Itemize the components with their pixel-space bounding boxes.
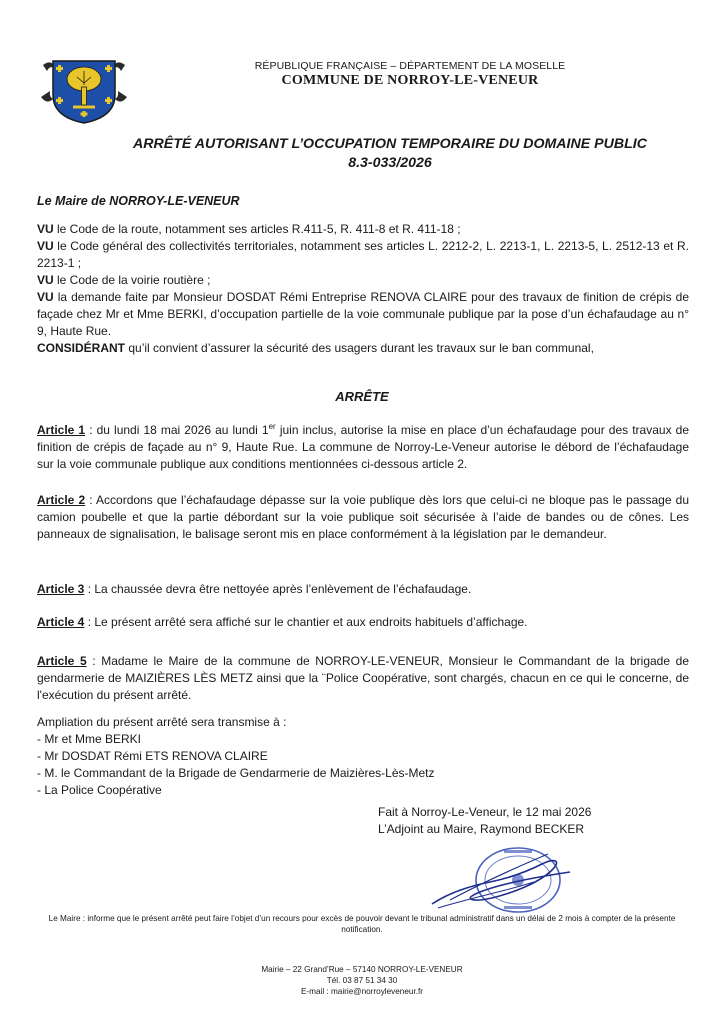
considerant-text: qu’il convient d’assurer la sécurité des usagers durant les travaux sur le ban communal, bbox=[125, 341, 594, 355]
maire-line: Le Maire de NORROY-LE-VENEUR bbox=[37, 194, 240, 208]
visa-item bbox=[37, 272, 689, 289]
official-stamp-icon bbox=[430, 842, 580, 922]
article-3 bbox=[37, 581, 689, 598]
article-sup: er bbox=[268, 422, 276, 431]
article-text: : La chaussée devra être nettoyée après l’enlèvement de l’échafaudage. bbox=[84, 582, 472, 596]
recipient-item: - Mr et Mme BERKI bbox=[37, 732, 142, 746]
republic-line: RÉPUBLIQUE FRANÇAISE – DÉPARTEMENT DE LA MOSELLE bbox=[254, 60, 566, 72]
article-1 bbox=[37, 418, 689, 473]
visa-text: le Code de la voirie routière ; bbox=[53, 273, 211, 287]
article-label: Article 2 bbox=[37, 493, 86, 507]
article-4 bbox=[37, 614, 689, 631]
article-text: : Le présent arrêté sera affiché sur le chantier et aux endroits habituels d’affichage. bbox=[84, 615, 528, 629]
visa-item bbox=[37, 221, 689, 238]
visa-lead: VU bbox=[37, 290, 54, 304]
article-label: Article 3 bbox=[37, 582, 85, 596]
article-label: Article 5 bbox=[37, 654, 87, 668]
ampliation-block bbox=[37, 714, 435, 799]
arrete-heading: ARRÊTE bbox=[335, 389, 389, 404]
article-2 bbox=[37, 492, 689, 543]
visa-lead: VU bbox=[37, 239, 54, 253]
signatory: L’Adjoint au Maire, Raymond BECKER bbox=[378, 822, 585, 836]
ampliation-intro: Ampliation du présent arrêté sera transmise à : bbox=[37, 715, 287, 729]
visa-lead: VU bbox=[37, 273, 54, 287]
recipient-item: - M. le Commandant de la Brigade de Gendarmerie de Maizières-Lès-Metz bbox=[37, 766, 435, 780]
article-5 bbox=[37, 653, 689, 704]
place-date: Fait à Norroy-Le-Veneur, le 12 mai 2026 bbox=[378, 805, 592, 819]
considerant-item bbox=[37, 340, 689, 357]
coat-of-arms-icon bbox=[39, 57, 129, 125]
document-number: 8.3-033/2026 bbox=[348, 155, 432, 171]
commune-name: COMMUNE DE NORROY-LE-VENEUR bbox=[281, 73, 539, 88]
footer-phone: Tél. 03 87 51 34 30 bbox=[326, 976, 398, 985]
article-label: Article 1 bbox=[37, 423, 86, 437]
recipient-item: - La Police Coopérative bbox=[37, 783, 162, 797]
footer-address: Mairie – 22 Grand’Rue – 57140 NORROY-LE-VENEUR bbox=[261, 965, 463, 974]
article-text-cont: juin inclus, autorise la mise en place d’un échafaudage pour des travaux de finition de crépis de façade au n° 9, Haute Rue. La commune de Norroy-Le-Veneur autorise le débord de l’échafaudage sur la voie communale publique aux conditions mentionnées ci-dessous article 2. bbox=[37, 423, 690, 471]
visa-text: le Code général des collectivités territoriales, notamment ses articles L. 2212-2, L. 2213-1, L. 2213-5, L. 2512-13 et R. 2213-1 ; bbox=[37, 239, 689, 270]
recipient-item: - Mr DOSDAT Rémi ETS RENOVA CLAIRE bbox=[37, 749, 268, 763]
footer-email: E-mail : mairie@norroyleveneur.fr bbox=[300, 987, 424, 996]
visa-text: le Code de la route, notamment ses articles R.411-5, R. 411-8 et R. 411-18 ; bbox=[53, 222, 461, 236]
visa-item bbox=[37, 289, 689, 340]
document-title: ARRÊTÉ AUTORISANT L’OCCUPATION TEMPORAIRE DU DOMAINE PUBLIC bbox=[133, 136, 647, 152]
visas-block bbox=[37, 221, 689, 357]
article-text: : Accordons que l’échafaudage dépasse sur la voie publique dès lors que celui-ci ne bloque pas le passage du camion poubelle et que la partie débordant sur la voie publique soit sécurisée à l’aide de bandes ou de cônes. Les panneaux de signalisation, le balisage seront mis en place conformément à la législation par le demandeur. bbox=[37, 493, 689, 541]
legal-footnote: Le Maire : informe que le présent arrêté peut faire l’objet d’un recours pour excès de pouvoir devant le tribunal administratif dans un délai de 2 mois à compter de la présente notification. bbox=[48, 914, 676, 934]
visa-item bbox=[37, 238, 689, 272]
visa-text: la demande faite par Monsieur DOSDAT Rémi Entreprise RENOVA CLAIRE pour des travaux de finition de crépis de façade chez Mr et Mme BERKI, d’occupation partielle de la voie communale publique par la pose d’un échafaudage au n° 9, Haute Rue. bbox=[37, 290, 689, 338]
article-label: Article 4 bbox=[37, 615, 85, 629]
signature-block bbox=[378, 804, 591, 838]
page-footer bbox=[0, 964, 724, 997]
article-text: : Madame le Maire de la commune de NORROY-LE-VENEUR, Monsieur le Commandant de la brigade de gendarmerie de MAIZIÈRES LÈS METZ ainsi que la ¨Police Coopérative, sont chargés, chacun en ce qui le concerne, de l'exécution du présent arrêté. bbox=[37, 654, 689, 702]
visa-lead: VU bbox=[37, 222, 54, 236]
article-text: : du lundi 18 mai 2026 au lundi 1 bbox=[85, 423, 269, 437]
considerant-lead: CONSIDÉRANT bbox=[37, 341, 126, 355]
